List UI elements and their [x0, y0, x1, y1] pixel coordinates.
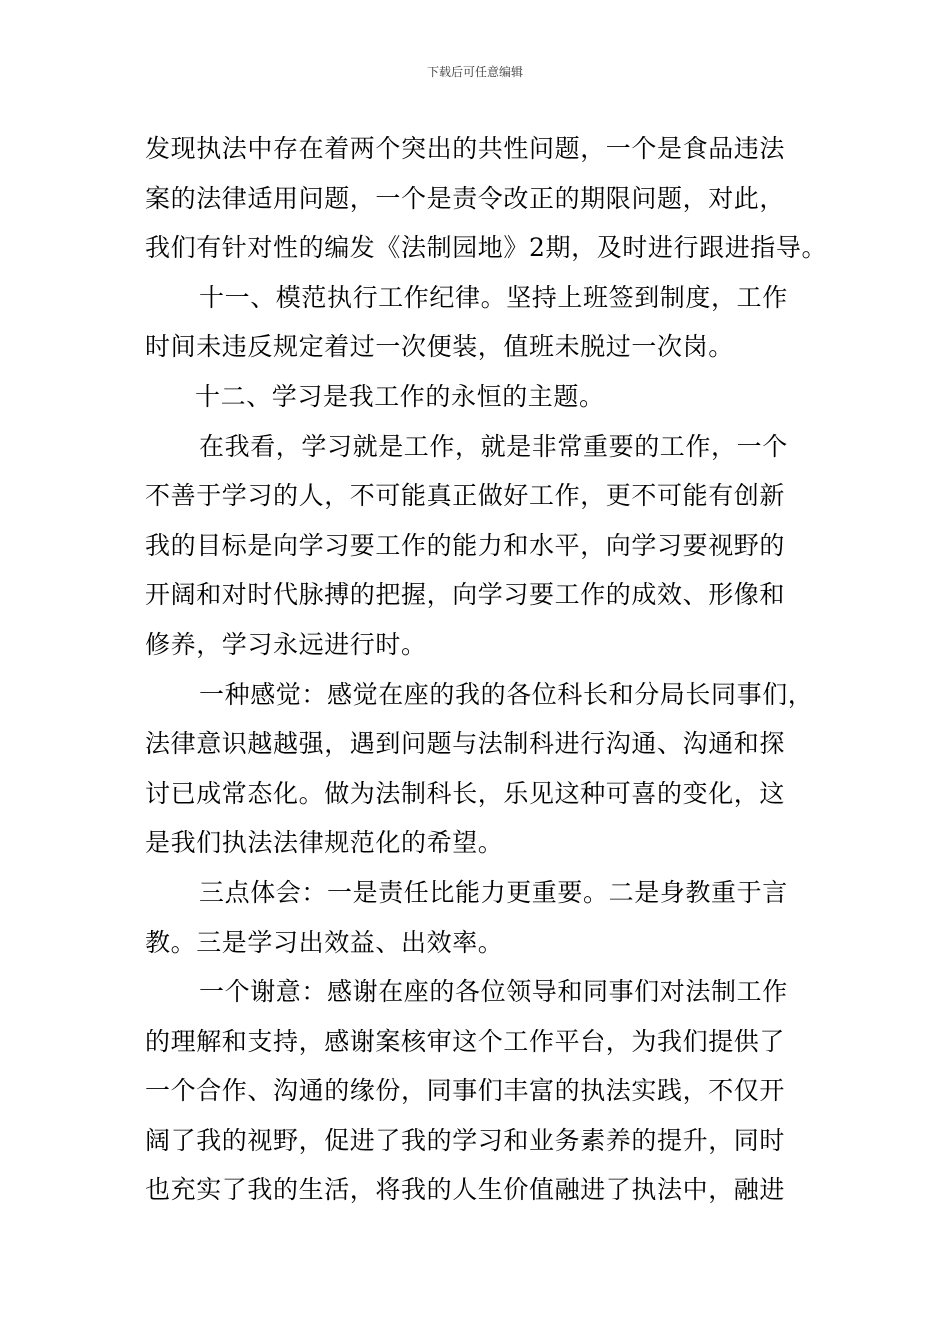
text-line: 案的法律适用问题，一个是责令改正的期限问题，对此，: [145, 183, 786, 213]
text-line: 是我们执法法律规范化的希望。: [145, 828, 504, 858]
text-line: 法律意识越越强，遇到问题与法制科进行沟通、沟通和探: [145, 729, 786, 759]
paragraph-heading-12: 十二、学习是我工作的永恒的主题。: [195, 381, 605, 411]
text-line: 开阔和对时代脉搏的把握，向学习要工作的成效、形像和: [145, 580, 786, 610]
paragraph-start: 一种感觉：感觉在座的我的各位科长和分局长同事们，: [199, 679, 814, 709]
paragraph-start: 一个谢意：感谢在座的各位领导和同事们对法制工作: [199, 977, 788, 1007]
paragraph-start: 在我看，学习就是工作，就是非常重要的工作，一个: [199, 431, 788, 461]
paragraph-heading-11: 十一、模范执行工作纪律。坚持上班签到制度，工作: [199, 282, 788, 312]
text-line: 的理解和支持，感谢案核审这个工作平台，为我们提供了: [145, 1026, 786, 1056]
text-line: 修养，学习永远进行时。: [145, 629, 427, 659]
text-line: 一个合作、沟通的缘份，同事们丰富的执法实践，不仅开: [145, 1076, 786, 1106]
text-line: 阔了我的视野，促进了我的学习和业务素养的提升，同时: [145, 1125, 786, 1155]
text-line: 教。三是学习出效益、出效率。: [145, 927, 504, 957]
text-line: 我们有针对性的编发《法制园地》2期，及时进行跟进指导。: [145, 233, 828, 263]
document-body: [145, 124, 828, 1215]
text-line: 也充实了我的生活，将我的人生价值融进了执法中，融进: [145, 1175, 786, 1205]
text-line: 我的目标是向学习要工作的能力和水平，向学习要视野的: [145, 530, 786, 560]
paragraph-start: 三点体会：一是责任比能力更重要。二是身教重于言: [199, 877, 788, 907]
text-line: 时间未违反规定着过一次便装，值班未脱过一次岗。: [145, 332, 734, 362]
text-line: 讨已成常态化。做为法制科长，乐见这种可喜的变化，这: [145, 778, 786, 808]
text-line: 发现执法中存在着两个突出的共性问题，一个是食品违法: [145, 134, 786, 163]
text-line: 不善于学习的人，不可能真正做好工作，更不可能有创新: [145, 481, 786, 511]
page-header: 下载后可任意编辑: [426, 65, 523, 79]
